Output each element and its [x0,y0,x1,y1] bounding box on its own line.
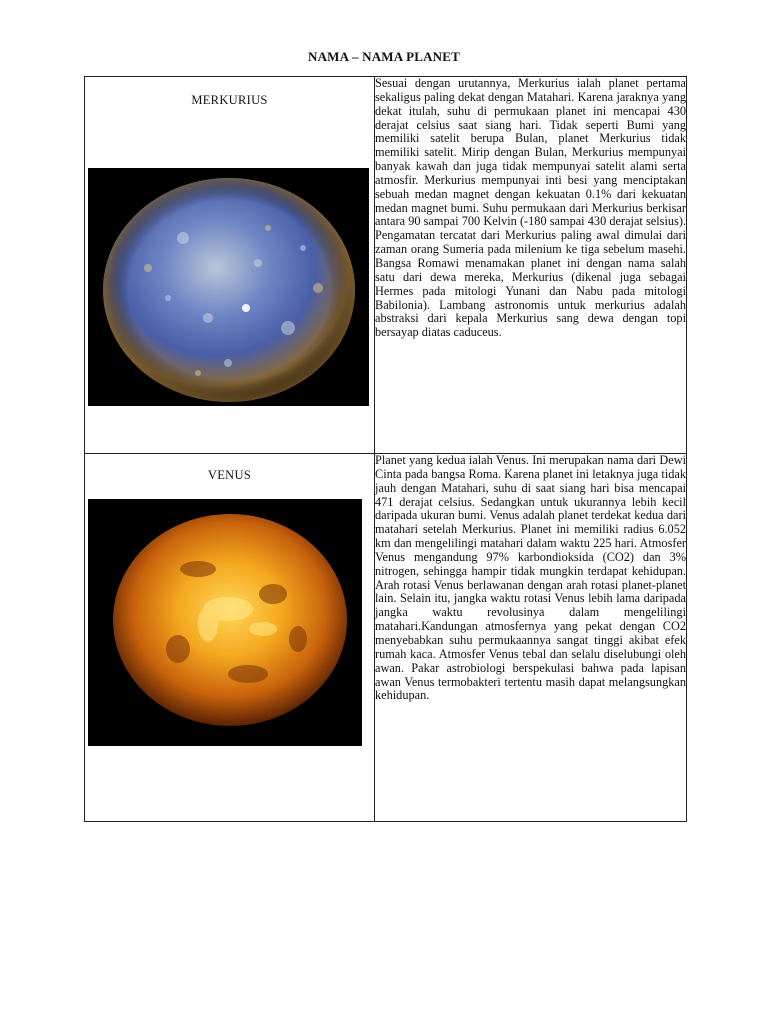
planet-name: MERKURIUS [191,93,268,107]
planet-description: Planet yang kedua ialah Venus. Ini merupakan nama dari Dewi Cinta pada bangsa Roma. Karena planet ini letaknya juga tidak jauh dengan Matahari, suhu di saat siang hari bisa mencapai 471 derajat celsius. Sedangkan untuk ukurannya lebih kecil daripada ukuran bumi. Venus adalah planet terdekat kedua dari matahari setelah Merkurius. Planet ini memiliki radius 6.052 km dan mengelilingi matahari dalam waktu 225 hari. Atmosfer Venus mengandung 97% karbondioksida (CO2) dan 3% nitrogen, sehingga hampir tidak mungkin terdapat kehidupan. Arah rotasi Venus berlawanan dengan arah rotasi planet-planet lain. Selain itu, jangka waktu rotasi Venus lebih lama daripada jangka waktu revolusinya dalam mengelilingi matahari.Kandungan atmosfernya yang pekat dengan CO2 menyebabkan suhu permukaannya sangat tinggi akibat efek rumah kaca. Atmosfer Venus tebal dan selalu diselubungi oleh awan. Pakar astrobiologi berspekulasi bahwa pada lapisan awan Venus termobakteri tertentu masih dapat melangsungkan kehidupan. [375,453,686,703]
planet-cell [85,454,375,822]
table-row [85,77,687,454]
description-cell [375,77,687,454]
page-title: NAMA – NAMA PLANET [307,49,460,64]
mercury-image [88,168,369,406]
planet-table [84,76,687,822]
venus-image [88,499,362,746]
planet-name: VENUS [207,468,252,482]
table-row [85,454,687,822]
description-cell [375,454,687,822]
planet-cell [85,77,375,454]
planet-description: Sesuai dengan urutannya, Merkurius ialah planet pertama sekaligus paling dekat dengan Matahari. Karena jaraknya yang dekat itulah, suhu di permukaan planet ini mencapai 430 derajat celsius saat siang hari. Tidak seperti Bumi yang memiliki satelit berupa Bulan, planet Merkurius tidak memiliki satelit. Mirip dengan Bulan, Merkurius mempunyai banyak kawah dan juga tidak mempunyai satelit alami serta atmosfir. Merkurius mempunyai inti besi yang menciptakan sebuah medan magnet dengan kekuatan 0.1% dari kekuatan medan magnet bumi. Suhu permukaan dari Merkurius berkisar antara 90 sampai 700 Kelvin (-180 sampai 430 derajat selsius). Pengamatan tercatat dari Merkurius paling awal dimulai dari zaman orang Sumeria pada milenium ke tiga sebelum masehi. Bangsa Romawi menamakan planet ini dengan nama salah satu dari dewa mereka, Merkurius (dikenal juga sebagai Hermes pada mitologi Yunani dan Nabu pada mitologi Babilonia). Lambang astronomis untuk merkurius adalah abstraksi dari kepala Merkurius sang dewa dengan topi bersayap diatas caduceus. [375,76,686,340]
